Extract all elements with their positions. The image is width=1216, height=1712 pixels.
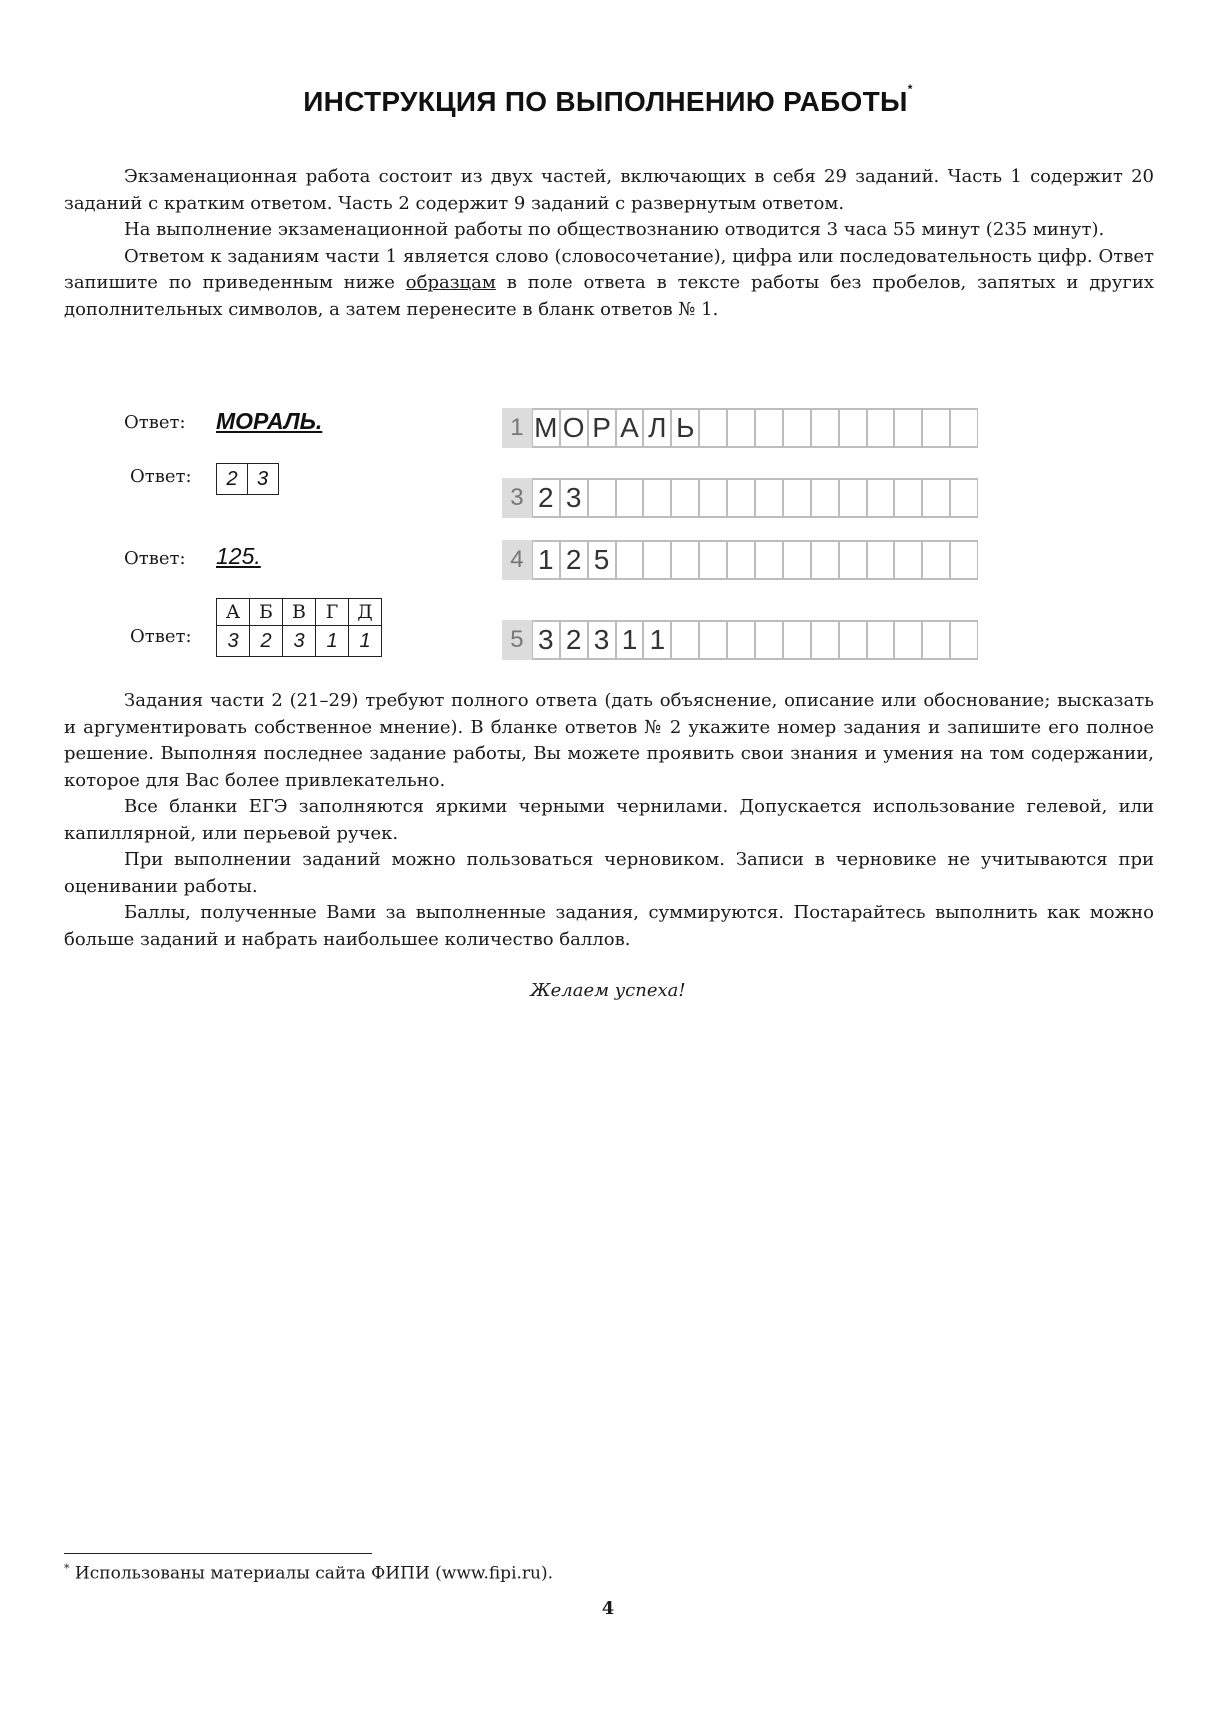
answer-cell: 3 (247, 463, 279, 495)
answer-sheet-cell (783, 540, 811, 580)
letter-header-row (217, 599, 382, 626)
answer-sheet-cell (867, 540, 895, 580)
answer-sheet-cell (671, 478, 699, 518)
answer-sheet-cell (811, 540, 839, 580)
footnote (64, 1562, 553, 1584)
task-number-box: 1 (502, 408, 532, 448)
page-number: 4 (601, 1598, 615, 1619)
answer-sheet-cell (699, 478, 727, 518)
answer-sheet-cell (588, 478, 616, 518)
part2-paragraph-4: Баллы, полученные Вами за выполненные задания, суммируются. Постарайтесь выполнить как можно больше заданий и набрать наибольшее количество баллов. (64, 902, 1154, 950)
answer-sheet-cell (950, 478, 978, 518)
answer-sheet-cell (755, 620, 783, 660)
answer-sheet-cell (922, 620, 950, 660)
answer-sheet-strip-3 (502, 478, 978, 518)
answer-sheet-cell (950, 540, 978, 580)
letter-header: В (283, 599, 316, 626)
footnote-mark: * (64, 1562, 70, 1575)
title-text: ИНСТРУКЦИЯ ПО ВЫПОЛНЕНИЮ РАБОТЫ (303, 86, 908, 117)
intro-section (64, 164, 1154, 323)
part2-paragraph-3: При выполнении заданий можно пользоваться черновиком. Записи в черновике не учитываются при оценивании работы. (64, 849, 1154, 897)
answer-sheet-cell (727, 408, 755, 448)
answer-sheet-cell (727, 620, 755, 660)
answer-sheet-cell (867, 620, 895, 660)
example-2-label: Ответ: (130, 466, 192, 487)
example-3-answer: 125. (216, 543, 261, 569)
footnote-text: Использованы материалы сайта ФИПИ (www.fipi.ru). (69, 1563, 554, 1584)
example-2-cells (216, 463, 277, 495)
answer-sheet-strip-4 (502, 540, 978, 580)
answer-sheet-cell (922, 408, 950, 448)
digit-row (217, 626, 382, 657)
answer-sheet-cell (643, 540, 671, 580)
samples-reference: образцам (405, 272, 496, 293)
task-number-box: 4 (502, 540, 532, 580)
answer-sheet-cell (839, 408, 867, 448)
task-number-box: 5 (502, 620, 532, 660)
answer-sheet-cell (616, 540, 644, 580)
answer-sheet-cell (811, 478, 839, 518)
example-4-table (216, 598, 382, 657)
answer-sheet-cell (671, 540, 699, 580)
answer-sheet-cell (783, 408, 811, 448)
answer-cell: 3 (217, 626, 250, 657)
letter-header: Г (316, 599, 349, 626)
task-number-box: 3 (502, 478, 532, 518)
answer-cell: 1 (316, 626, 349, 657)
good-luck-wish: Желаем успеха! (530, 980, 686, 1001)
answer-sheet-cell (643, 478, 671, 518)
answer-sheet-cell: 1 (532, 540, 560, 580)
answer-sheet-cell: 2 (560, 620, 588, 660)
letter-header: Б (250, 599, 283, 626)
answer-sheet-cell (727, 540, 755, 580)
answer-sheet-cell: Л (643, 408, 671, 448)
answer-sheet-cell (699, 408, 727, 448)
answer-sheet-cell (699, 540, 727, 580)
answer-sheet-cell (755, 408, 783, 448)
intro-p3-text-after: в поле ответа в тексте работы без пробелов, запятых и других дополнительных символов, а затем перенесите в бланк ответов № 1. (64, 272, 1154, 320)
answer-sheet-cell: 2 (560, 540, 588, 580)
page-title (0, 82, 1216, 118)
answer-sheet-cell (811, 408, 839, 448)
answer-sheet-cell: М (532, 408, 560, 448)
answer-sheet-cell (839, 478, 867, 518)
footnote-divider (64, 1553, 372, 1554)
answer-sheet-cell (894, 478, 922, 518)
answer-sheet-cell (839, 540, 867, 580)
answer-sheet-cell: О (560, 408, 588, 448)
answer-sheet-cell (755, 540, 783, 580)
answer-sheet-cell (867, 478, 895, 518)
answer-sheet-cell (783, 620, 811, 660)
answer-sheet-cell: А (616, 408, 644, 448)
answer-sheet-strip-5 (502, 620, 978, 660)
example-1-label: Ответ: (124, 412, 186, 433)
answer-sheet-cell (783, 478, 811, 518)
answer-sheet-cell (671, 620, 699, 660)
answer-sheet-cell (839, 620, 867, 660)
answer-sheet-cell (894, 408, 922, 448)
answer-sheet-strip-1 (502, 408, 978, 448)
intro-paragraph-1: Экзаменационная работа состоит из двух частей, включающих в себя 29 заданий. Часть 1 содержит 20 заданий с кратким ответом. Часть 2 содержит 9 заданий с развернутым ответом. (64, 166, 1154, 214)
answer-sheet-cell: 3 (532, 620, 560, 660)
answer-cell: 3 (283, 626, 316, 657)
answer-sheet-cell (894, 540, 922, 580)
answer-sheet-cell (755, 478, 783, 518)
answer-sheet-cell (894, 620, 922, 660)
answer-sheet-cell: 3 (560, 478, 588, 518)
answer-sheet-cell: 1 (643, 620, 671, 660)
answer-cell: 2 (250, 626, 283, 657)
example-1-answer: МОРАЛЬ. (216, 408, 323, 434)
intro-p3-text-before: Ответом к заданиям части 1 является слово (словосочетание), цифра или последовательность цифр. Ответ запишите по приведенным ниже (64, 245, 1154, 293)
answer-sheet-cell (922, 478, 950, 518)
example-3-label: Ответ: (124, 548, 186, 569)
letter-header: Д (349, 599, 382, 626)
answer-sheet-cell (950, 408, 978, 448)
part2-section (64, 688, 1154, 953)
answer-sheet-cell: 1 (616, 620, 644, 660)
answer-sheet-cell (616, 478, 644, 518)
answer-sheet-cell (727, 478, 755, 518)
answer-sheet-cell: Р (588, 408, 616, 448)
answer-sheet-cell (867, 408, 895, 448)
answer-sheet-cell: 2 (532, 478, 560, 518)
intro-paragraph-3 (64, 244, 1154, 324)
answer-sheet-cell (922, 540, 950, 580)
answer-cell: 1 (349, 626, 382, 657)
title-footnote-mark: * (907, 82, 913, 96)
answer-sheet-cell: 3 (588, 620, 616, 660)
answer-cell: 2 (216, 463, 248, 495)
intro-paragraph-2: На выполнение экзаменационной работы по обществознанию отводится 3 часа 55 минут (235 минут). (124, 219, 1105, 240)
part2-paragraph-1: Задания части 2 (21–29) требуют полного ответа (дать объяснение, описание или обоснование; высказать и аргументировать собственное мнение). В бланке ответов № 2 укажите номер задания и запишите его полное решение. Выполняя последнее задание работы, Вы можете проявить свои знания и умения на том содержании, которое для Вас более привлекательно. (64, 690, 1154, 791)
answer-sheet-cell: 5 (588, 540, 616, 580)
part2-paragraph-2: Все бланки ЕГЭ заполняются яркими черными чернилами. Допускается использование гелевой, или капиллярной, или перьевой ручек. (64, 796, 1154, 844)
answer-sheet-cell (811, 620, 839, 660)
answer-sheet-cell (950, 620, 978, 660)
letter-header: А (217, 599, 250, 626)
answer-sheet-cell (699, 620, 727, 660)
answer-sheet-cell: Ь (671, 408, 699, 448)
example-4-label: Ответ: (130, 626, 192, 647)
